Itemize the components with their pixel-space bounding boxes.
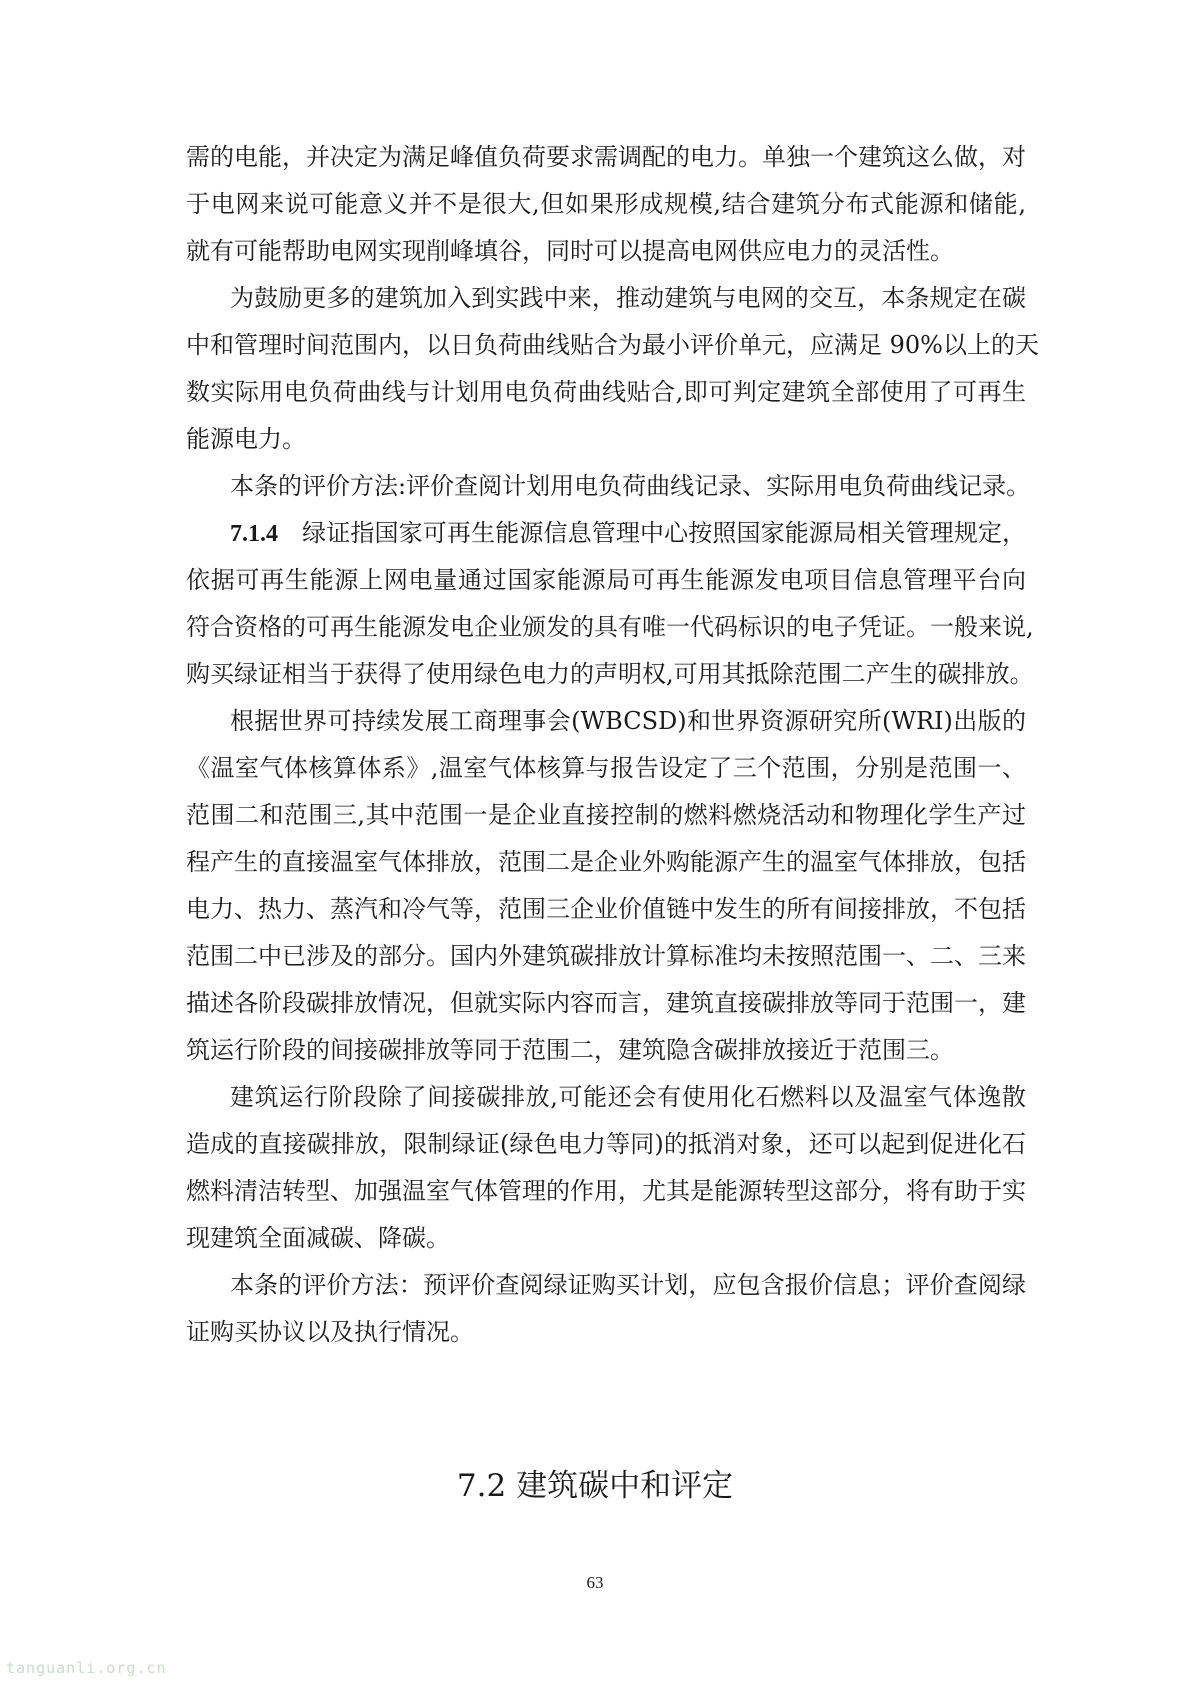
paragraph-line: 就有可能帮助电网实现削峰填谷，同时可以提高电网供应电力的灵活性。 (186, 237, 954, 265)
paragraph-line: 《温室气体核算体系》,温室气体核算与报告设定了三个范围，分别是范围一、 (186, 754, 1026, 782)
watermark: tanguanli.org.cn (6, 1659, 167, 1677)
paragraph-line: 购买绿证相当于获得了使用绿色电力的声明权,可用其抵除范围二产生的碳排放。 (186, 660, 1034, 688)
paragraph-line: 燃料清洁转型、加强温室气体管理的作用，尤其是能源转型这部分，将有助于实 (186, 1177, 1026, 1205)
paragraph-line: 证购买协议以及执行情况。 (186, 1318, 474, 1346)
paragraph-line: 范围二中已涉及的部分。国内外建筑碳排放计算标准均未按照范围一、二、三来 (186, 942, 1026, 970)
paragraph-line: 为鼓励更多的建筑加入到实践中来，推动建筑与电网的交互，本条规定在碳 (230, 284, 1026, 312)
section-heading: 7.2 建筑碳中和评定 (456, 1468, 734, 1504)
paragraph-line: 本条的评价方法：预评价查阅绿证购买计划，应包含报价信息；评价查阅绿 (230, 1271, 1026, 1299)
paragraph-line: 本条的评价方法:评价查阅计划用电负荷曲线记录、实际用电负荷曲线记录。 (230, 472, 1031, 500)
page-number: 63 (586, 1573, 604, 1592)
paragraph-line: 现建筑全面减碳、降碳。 (186, 1224, 450, 1252)
paragraph-line: 筑运行阶段的间接碳排放等同于范围二，建筑隐含碳排放接近于范围三。 (186, 1036, 954, 1064)
paragraph-line: 范围二和范围三,其中范围一是企业直接控制的燃料燃烧活动和物理化学生产过 (186, 801, 1026, 829)
paragraph-line: 符合资格的可再生能源发电企业颁发的具有唯一代码标识的电子凭证。一般来说, (186, 613, 1034, 641)
paragraph-line: 数实际用电负荷曲线与计划用电负荷曲线贴合,即可判定建筑全部使用了可再生 (186, 378, 1026, 406)
paragraph-line: 程产生的直接温室气体排放，范围二是企业外购能源产生的温室气体排放，包括 (186, 848, 1026, 876)
paragraph-line: 造成的直接碳排放，限制绿证(绿色电力等同)的抵消对象，还可以起到促进化石 (186, 1130, 1026, 1158)
paragraph-line: 描述各阶段碳排放情况，但就实际内容而言，建筑直接碳排放等同于范围一，建 (186, 989, 1026, 1017)
paragraph-line: 电力、热力、蒸汽和冷气等，范围三企业价值链中发生的所有间接排放，不包括 (186, 895, 1026, 923)
paragraph-line: 根据世界可持续发展工商理事会(WBCSD)和世界资源研究所(WRI)出版的 (230, 707, 1026, 735)
paragraph-line: 绿证指国家可再生能源信息管理中心按照国家能源局相关管理规定， (302, 519, 1026, 547)
clause-first-line (230, 518, 1026, 549)
paragraph-line: 需的电能，并决定为满足峰值负荷要求需调配的电力。单独一个建筑这么做，对 (186, 143, 1026, 171)
paragraph-line: 能源电力。 (186, 425, 306, 453)
paragraph-line: 依据可再生能源上网电量通过国家能源局可再生能源发电项目信息管理平台向 (186, 566, 1026, 594)
clause-number: 7.1.4 (230, 521, 278, 547)
paragraph-line: 建筑运行阶段除了间接碳排放,可能还会有使用化石燃料以及温室气体逸散 (230, 1083, 1026, 1111)
paragraph-line: 中和管理时间范围内，以日负荷曲线贴合为最小评价单元，应满足 90%以上的天 (186, 331, 1039, 359)
paragraph-line: 于电网来说可能意义并不是很大,但如果形成规模,结合建筑分布式能源和储能, (186, 190, 1026, 218)
